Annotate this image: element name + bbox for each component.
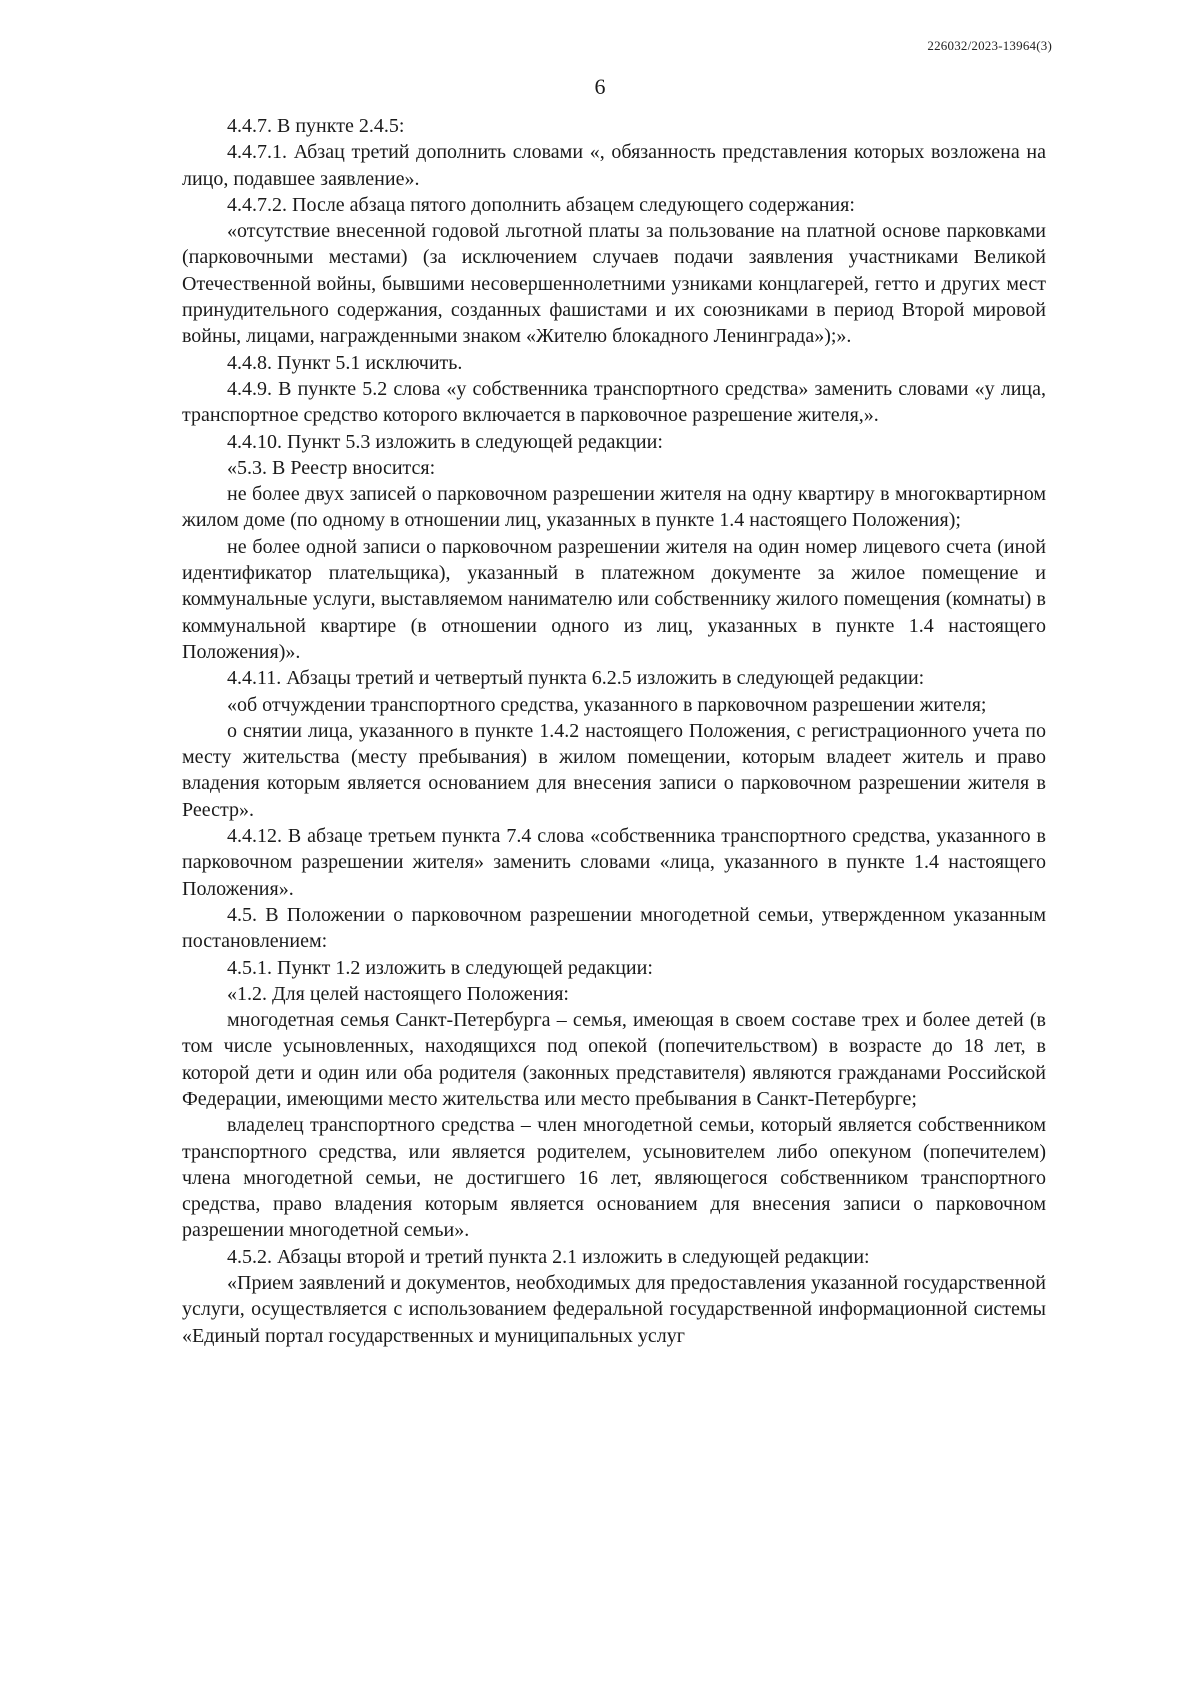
document-registration-number: 226032/2023-13964(3) [927,38,1052,53]
paragraph-quote-unpaid-fee: «отсутствие внесенной годовой льготной платы за пользование на платной основе парковками (парковочными местами) (за исключением случаев подачи заявления участниками Великой Отечественной войны, бывшими несовершеннолетними узниками концлагерей, гетто и других мест принудительного содержания, созданных фашистами и их союзниками в период Второй мировой войны, лицами, награжденными знаком «Жителю блокадного Ленинграда»);». [182,220,1046,348]
paragraph-vehicle-owner-definition: владелец транспортного средства – член многодетной семьи, который является собственником транспортного средства, или является родителем, усыновителем либо опекуном (попечителем) члена многодетной семьи, не достигшего 16 лет, являющегося собственником транспортного средства, право владения которым является основанием для внесения записи о парковочном разрешении многодетной семьи». [182,1114,1046,1242]
paragraph-4-5-1: 4.5.1. Пункт 1.2 изложить в следующей редакции: [227,956,653,979]
paragraph-4-4-9: 4.4.9. В пункте 5.2 слова «у собственника транспортного средства» заменить словами «у лица, транспортное средство которого включается в парковочное разрешение жителя,». [182,377,1046,427]
paragraph-4-4-11: 4.4.11. Абзацы третий и четвертый пункта 6.2.5 изложить в следующей редакции: [227,667,925,690]
paragraph-4-4-7-2: 4.4.7.2. После абзаца пятого дополнить абзацем следующего содержания: [227,193,855,216]
paragraph-4-5: 4.5. В Положении о парковочном разрешении многодетной семьи, утвержденном указанным постановлением: [182,903,1046,953]
paragraph-4-4-7-1: 4.4.7.1. Абзац третий дополнить словами «, обязанность представления которых возложена на лицо, подавшее заявление». [182,141,1046,190]
paragraph-4-4-8: 4.4.8. Пункт 5.1 исключить. [227,351,463,374]
paragraph-4-4-12: 4.4.12. В абзаце третьем пункта 7.4 слова «собственника транспортного средства, указанного в парковочном разрешении жителя» заменить словами «лица, указанного в пункте 1.4 настоящего Положения». [182,825,1046,900]
paragraph-4-4-7: 4.4.7. В пункте 2.4.5: [227,115,405,137]
paragraph-two-records-per-apartment: не более двух записей о парковочном разрешении жителя на одну квартиру в многоквартирном жилом доме (по одному в отношении лиц, указанных в пункте 1.4 настоящего Положения); [182,483,1046,532]
paragraph-application-intake: «Прием заявлений и документов, необходимых для предоставления указанной государственной услуги, осуществляется с использованием федеральной государственной информационной системы «Единый портал государственных и муниципальных услуг [182,1272,1046,1347]
page-number: 6 [594,74,606,99]
paragraph-quote-5-3: «5.3. В Реестр вносится: [227,456,436,479]
paragraph-large-family-definition: многодетная семья Санкт-Петербурга – семья, имеющая в своем составе трех и более детей (в том числе усыновленных, находящихся под опекой (попечительством) в возрасте до 18 лет, в которой дети и один или оба родителя (законных представителя) являются гражданами Российской Федерации, имеющими место жительства или место пребывания в Санкт-Петербурге; [182,1009,1046,1110]
document-body [182,113,1046,1349]
paragraph-registration-removal: о снятии лица, указанного в пункте 1.4.2 настоящего Положения, с регистрационного учета по месту жительства (месту пребывания) в жилом помещении, которым владеет житель и право владения которым является основанием для внесения записи о парковочном разрешении жителя в Реестр». [182,719,1046,821]
paragraph-quote-1-2: «1.2. Для целей настоящего Положения: [227,982,569,1005]
paragraph-4-4-10: 4.4.10. Пункт 5.3 изложить в следующей редакции: [227,430,663,453]
paragraph-4-5-2: 4.5.2. Абзацы второй и третий пункта 2.1 изложить в следующей редакции: [227,1245,870,1268]
paragraph-vehicle-alienation: «об отчуждении транспортного средства, указанного в парковочном разрешении жителя; [227,693,987,716]
paragraph-one-record-per-account: не более одной записи о парковочном разрешении жителя на один номер лицевого счета (иной идентификатор плательщика), указанный в платежном документе за жилое помещение и коммунальные услуги, выставляемом нанимателю или собственнику жилого помещения (комнаты) в коммунальной квартире (в отношении одного из лиц, указанных в пункте 1.4 настоящего Положения)». [182,535,1046,663]
